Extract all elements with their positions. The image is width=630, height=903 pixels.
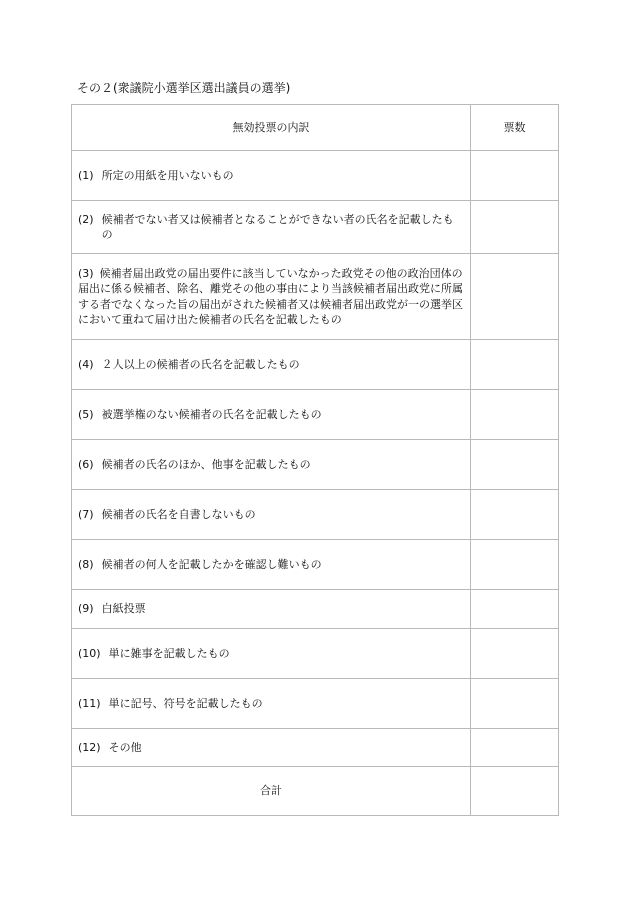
table-row bbox=[72, 390, 559, 440]
row-number: (4) bbox=[78, 357, 94, 371]
row-count-2[interactable] bbox=[471, 201, 559, 254]
row-count-3[interactable] bbox=[471, 254, 559, 340]
table-row bbox=[72, 340, 559, 390]
row-count-11[interactable] bbox=[471, 679, 559, 729]
total-count[interactable] bbox=[471, 767, 559, 816]
header-count: 票数 bbox=[471, 105, 559, 151]
row-text: 候補者の何人を記載したかを確認し難いもの bbox=[101, 557, 322, 571]
table-row bbox=[72, 729, 559, 767]
row-reason-2 bbox=[72, 201, 471, 254]
table-header-row bbox=[72, 105, 559, 151]
row-count-12[interactable] bbox=[471, 729, 559, 767]
row-reason-1 bbox=[72, 151, 471, 201]
row-reason-8 bbox=[72, 540, 471, 590]
row-reason-3 bbox=[72, 254, 471, 340]
row-number: (5) bbox=[78, 407, 94, 421]
total-label: 合計 bbox=[72, 767, 471, 816]
row-number: (3) bbox=[78, 266, 94, 280]
row-reason-9 bbox=[72, 590, 471, 629]
table-row bbox=[72, 254, 559, 340]
table-row bbox=[72, 490, 559, 540]
row-reason-6 bbox=[72, 440, 471, 490]
row-text: 単に記号、符号を記載したもの bbox=[108, 696, 263, 710]
row-text: 白紙投票 bbox=[101, 602, 146, 616]
row-number: (9) bbox=[78, 602, 94, 616]
total-row bbox=[72, 767, 559, 816]
row-number: (6) bbox=[78, 457, 94, 471]
row-number: (1) bbox=[78, 168, 94, 182]
row-text: 単に雑事を記載したもの bbox=[108, 646, 230, 660]
table-row bbox=[72, 201, 559, 254]
row-count-1[interactable] bbox=[471, 151, 559, 201]
row-text: 候補者でない者又は候補者となることができない者の氏名を記載したもの bbox=[101, 212, 454, 241]
row-count-5[interactable] bbox=[471, 390, 559, 440]
row-number: (2) bbox=[78, 212, 94, 226]
row-text: 候補者届出政党の届出要件に該当していなかった政党その他の政治団体の届出に係る候補者、除名、離党その他の事由により当該候補者届出政党に所属する者でなくなった旨の届出がされた候補者又は候補者届出政党が一の選挙区において重ねて届け出た候補者の氏名を記載したもの bbox=[78, 266, 463, 326]
table-row bbox=[72, 679, 559, 729]
row-text: 候補者の氏名を自書しないもの bbox=[101, 507, 256, 521]
row-text: 候補者の氏名のほか、他事を記載したもの bbox=[101, 457, 311, 471]
table-row bbox=[72, 590, 559, 629]
invalid-votes-table bbox=[71, 104, 559, 816]
row-reason-12 bbox=[72, 729, 471, 767]
header-reason: 無効投票の内訳 bbox=[72, 105, 471, 151]
table-row bbox=[72, 440, 559, 490]
document-title: その２(衆議院小選挙区選出議員の選挙) bbox=[77, 81, 291, 95]
row-text: 所定の用紙を用いないもの bbox=[101, 168, 234, 182]
row-count-8[interactable] bbox=[471, 540, 559, 590]
row-count-10[interactable] bbox=[471, 629, 559, 679]
row-count-7[interactable] bbox=[471, 490, 559, 540]
table-row bbox=[72, 151, 559, 201]
row-text: 被選挙権のない候補者の氏名を記載したもの bbox=[101, 407, 322, 421]
row-reason-10 bbox=[72, 629, 471, 679]
row-count-4[interactable] bbox=[471, 340, 559, 390]
row-number: (8) bbox=[78, 557, 94, 571]
row-count-9[interactable] bbox=[471, 590, 559, 629]
row-reason-5 bbox=[72, 390, 471, 440]
row-number: (7) bbox=[78, 507, 94, 521]
row-reason-11 bbox=[72, 679, 471, 729]
row-number: (10) bbox=[78, 646, 101, 660]
row-number: (11) bbox=[78, 696, 101, 710]
row-number: (12) bbox=[78, 740, 101, 754]
row-text: その他 bbox=[108, 740, 142, 754]
row-reason-7 bbox=[72, 490, 471, 540]
table-row bbox=[72, 540, 559, 590]
row-reason-4 bbox=[72, 340, 471, 390]
row-text: ２人以上の候補者の氏名を記載したもの bbox=[101, 357, 300, 371]
row-count-6[interactable] bbox=[471, 440, 559, 490]
table-row bbox=[72, 629, 559, 679]
